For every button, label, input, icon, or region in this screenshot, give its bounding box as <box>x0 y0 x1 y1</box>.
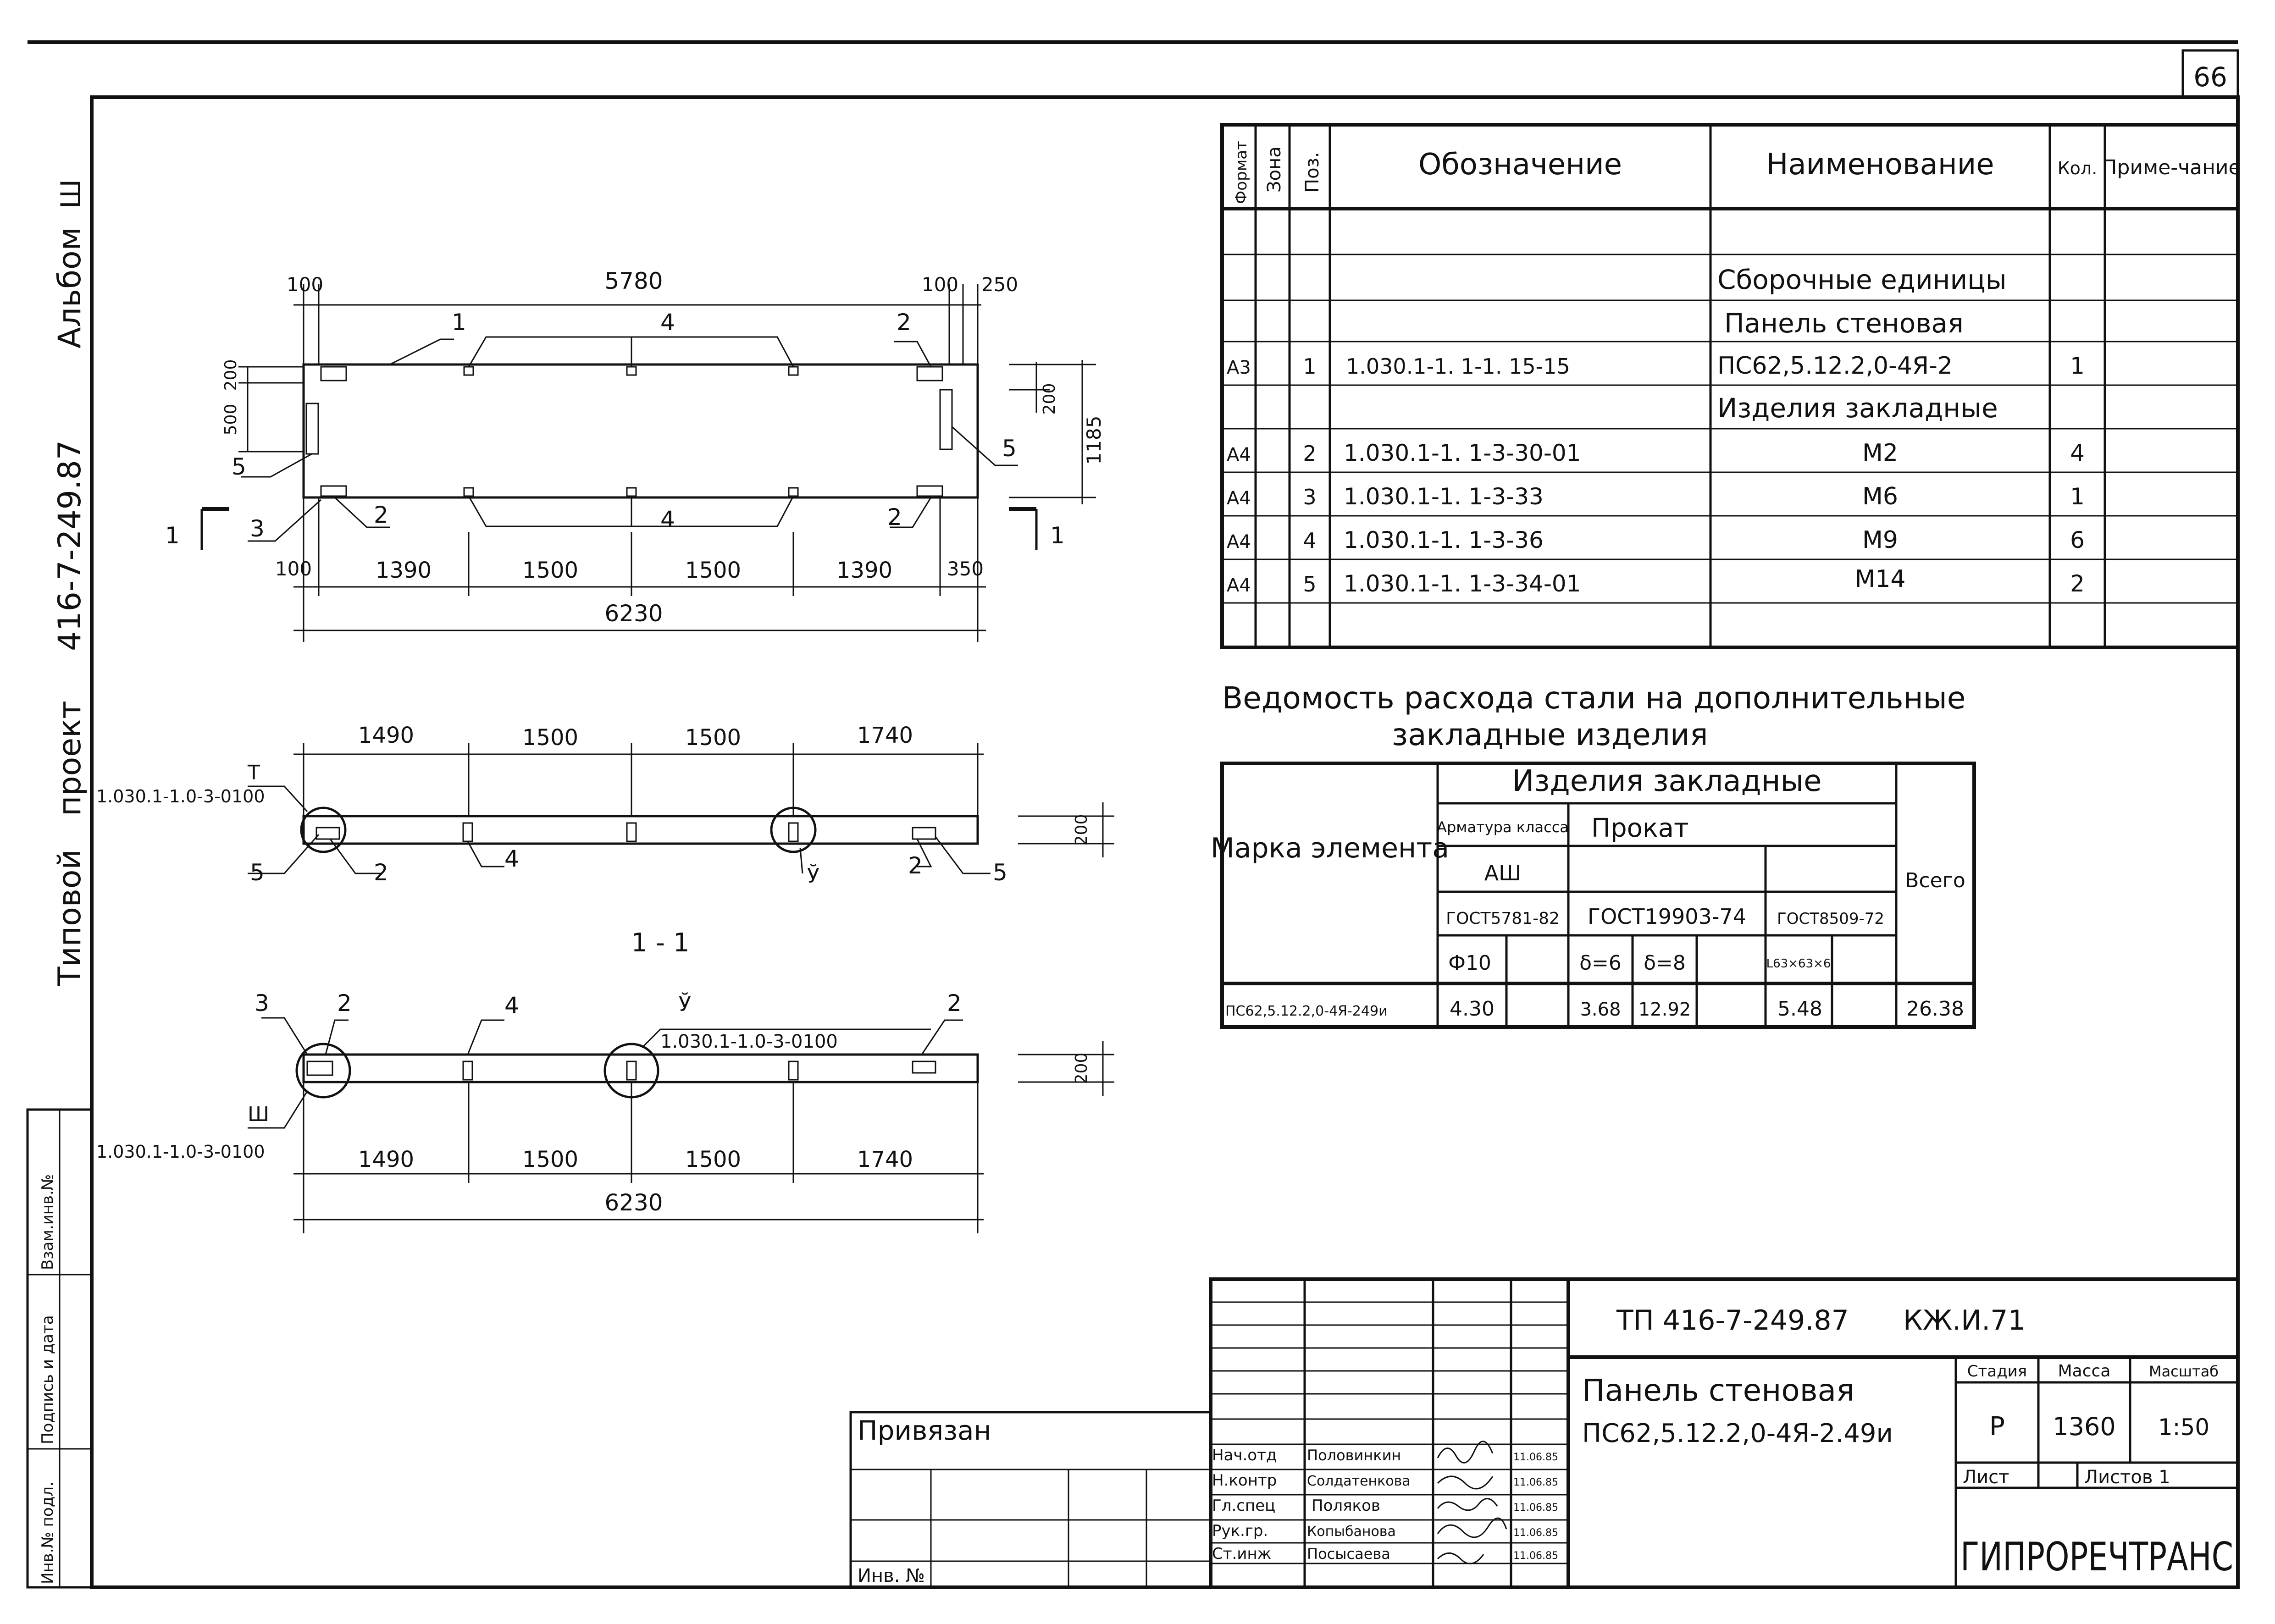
steel-row-v4: 5.48 <box>1777 997 1822 1021</box>
steel-sub-4: L63×63×6 <box>1766 957 1831 971</box>
side-project: проект <box>52 701 88 816</box>
spec-designation: 1.030.1-1. 1-3-30-01 <box>1344 440 1581 466</box>
sect-node2-ref: 1.030.1-1.0-3-0100 <box>660 1031 838 1052</box>
tb-org: ГИПРОРЕЧТРАНС <box>1960 1534 2233 1580</box>
plan-dim-right: 200 <box>1040 383 1059 415</box>
panel-section <box>96 990 1114 1233</box>
elev-callout-5-right: 5 <box>993 859 1007 886</box>
spec-name: Сборочные единицы <box>1717 264 2007 295</box>
sect-dim-height: 200 <box>1072 1052 1091 1084</box>
spec-pos: 2 <box>1303 441 1317 466</box>
sect-dim-4: 1740 <box>857 1147 913 1172</box>
steel-sub-1: Ф10 <box>1448 951 1491 975</box>
plan-callout-1: 1 <box>452 309 466 336</box>
steel-gost3: ГОСТ8509-72 <box>1777 910 1885 928</box>
tb-stage: Р <box>1989 1412 2005 1442</box>
spec-qty: 4 <box>2070 440 2085 466</box>
steel-title-line1: Ведомость расхода стали на дополнительные <box>1222 680 1966 716</box>
steel-title-line2: закладные изделия <box>1392 717 1708 752</box>
plan-dim-bot-2: 1390 <box>375 558 432 583</box>
elev-dim-height: 200 <box>1072 814 1091 846</box>
tb-role-name: Половинкин <box>1307 1447 1401 1464</box>
panel-plan <box>165 268 1105 642</box>
sect-callout-2-right: 2 <box>947 990 962 1016</box>
side-columns <box>28 1110 92 1587</box>
section-title: 1 - 1 <box>631 928 690 958</box>
elev-callout-4: 4 <box>504 845 519 872</box>
plan-callout-5-left: 5 <box>232 453 246 480</box>
sect-callout-2-left: 2 <box>337 990 352 1016</box>
tb-role: Н.контр <box>1212 1471 1277 1490</box>
sect-node2-label: Ў <box>679 993 691 1016</box>
spec-name: М14 <box>1854 565 1906 593</box>
sect-dim-2: 1500 <box>522 1147 579 1172</box>
plan-dim-bot-6: 350 <box>947 558 984 580</box>
spec-format: А4 <box>1227 488 1251 509</box>
plan-callout-5-right: 5 <box>1002 435 1017 462</box>
tb-mass: 1360 <box>2053 1412 2116 1441</box>
plan-section-mark-left: 1 <box>165 522 180 549</box>
elev-node-ref: 1.030.1-1.0-3-0100 <box>96 786 265 806</box>
privyazan-block <box>851 1412 1211 1587</box>
side-inv-label: Инв.№ подл. <box>39 1481 57 1584</box>
side-sign-label: Подпись и дата <box>39 1315 57 1444</box>
steel-row-v2: 3.68 <box>1580 999 1621 1020</box>
title-block <box>1211 1279 2238 1587</box>
elev-dim-2: 1500 <box>522 725 579 751</box>
steel-mark-header <box>1211 832 1449 864</box>
plan-dim-bot-3: 1500 <box>522 558 579 583</box>
plan-dim-left-1: 200 <box>221 359 240 391</box>
hdr-designation: Обозначение <box>1418 148 1622 182</box>
plan-dim-bot-4: 1500 <box>685 558 742 583</box>
steel-table <box>1211 763 1974 1027</box>
sheet-number: 66 <box>2193 61 2227 93</box>
plan-callout-2-br: 2 <box>887 504 902 530</box>
plan-dim-top-1: 100 <box>286 273 324 296</box>
hdr-note: Приме-чание <box>2102 156 2241 179</box>
spec-designation: 1.030.1-1. 1-3-36 <box>1344 527 1544 553</box>
spec-name: Изделия закладные <box>1717 392 1998 424</box>
tb-sheets-label: Листов 1 <box>2084 1467 2170 1488</box>
elev-node2-label: Ў <box>807 864 819 888</box>
spec-format: А4 <box>1227 531 1251 552</box>
spec-name: ПС62,5.12.2,0-4Я-2 <box>1717 352 1953 380</box>
sect-callout-3: 3 <box>255 990 269 1016</box>
side-replace-label: Взам.инв.№ <box>39 1174 57 1270</box>
plan-callout-2-bl: 2 <box>374 502 388 528</box>
elev-dim-1: 1490 <box>358 723 415 748</box>
spec-designation: 1.030.1-1. 1-3-34-01 <box>1344 570 1581 597</box>
elev-callout-5-left: 5 <box>250 859 265 886</box>
tb-role-name: Поляков <box>1312 1497 1380 1515</box>
steel-sub-2: δ=6 <box>1579 951 1622 975</box>
steel-row-v3: 12.92 <box>1638 999 1691 1020</box>
tb-role: Гл.спец <box>1212 1497 1276 1515</box>
tb-role-row <box>1212 1471 1558 1490</box>
plan-dim-left-2: 500 <box>221 403 240 436</box>
spec-designation: 1.030.1-1. 1-3-33 <box>1344 483 1544 510</box>
elev-callout-2-right: 2 <box>908 852 923 879</box>
spec-format: А3 <box>1227 357 1251 378</box>
side-album-num: Ш <box>55 179 87 209</box>
tb-role-name: Посысаева <box>1307 1545 1390 1563</box>
spec-qty: 2 <box>2070 570 2085 597</box>
steel-gost2: ГОСТ19903-74 <box>1588 904 1746 929</box>
spec-name: М2 <box>1862 439 1898 467</box>
tb-sheet-label: Лист <box>1963 1467 2009 1488</box>
tb-role-row <box>1212 1545 1558 1563</box>
elev-callout-2-left: 2 <box>374 859 388 886</box>
spec-row <box>1227 526 2085 554</box>
spec-format: А4 <box>1227 575 1251 596</box>
steel-row-total: 26.38 <box>1906 997 1964 1021</box>
tb-object-line1: Панель стеновая <box>1582 1373 1854 1408</box>
sect-node-label: Ш <box>248 1103 270 1126</box>
signature-2 <box>1438 1476 1493 1489</box>
tb-role-date: 11.06.85 <box>1513 1452 1558 1463</box>
plan-dim-top-2: 5780 <box>604 268 663 294</box>
steel-gost1: ГОСТ5781-82 <box>1446 909 1560 928</box>
elev-dim-3: 1500 <box>685 725 742 751</box>
tb-stage-label: Стадия <box>1967 1362 2027 1381</box>
tb-role: Рук.гр. <box>1212 1522 1268 1540</box>
steel-reinf-header: Арматура класса <box>1437 818 1569 836</box>
hdr-pos: Поз. <box>1302 152 1323 193</box>
steel-mark-header-text: Марка элемента <box>1210 832 1450 864</box>
spec-row <box>1227 352 2085 380</box>
spec-row <box>1724 308 1964 339</box>
signature-4 <box>1438 1518 1506 1537</box>
plan-dim-top-4: 250 <box>981 273 1018 296</box>
steel-rolled-header: Прокат <box>1591 813 1689 843</box>
spec-row <box>1717 264 2007 295</box>
side-album: Альбом <box>52 227 88 348</box>
spec-qty: 6 <box>2070 527 2085 553</box>
spec-row <box>1227 483 2085 510</box>
plan-callout-4-bot: 4 <box>660 506 675 533</box>
tb-role-row <box>1212 1522 1558 1540</box>
spec-row <box>1717 392 1998 424</box>
tb-role-date: 11.06.85 <box>1513 1502 1558 1514</box>
tb-role: Ст.инж <box>1212 1545 1272 1563</box>
plan-section-mark-right: 1 <box>1050 522 1065 549</box>
hdr-zone: Зона <box>1264 146 1285 193</box>
tb-role-date: 11.06.85 <box>1513 1477 1558 1488</box>
spec-name: Панель стеновая <box>1724 308 1964 339</box>
steel-row-v1: 4.30 <box>1450 997 1495 1021</box>
plan-dim-bot-5: 1390 <box>836 558 893 583</box>
elev-dim-4: 1740 <box>857 723 913 748</box>
tb-role: Нач.отд <box>1212 1446 1277 1464</box>
steel-sub-3: δ=8 <box>1644 951 1686 975</box>
tb-role-row <box>1212 1497 1558 1515</box>
sect-callout-4: 4 <box>504 992 519 1019</box>
side-stamp <box>52 179 88 986</box>
plan-callout-2-top: 2 <box>897 309 911 336</box>
plan-dim-overall: 6230 <box>604 600 663 627</box>
spec-designation: 1.030.1-1. 1-1. 15-15 <box>1346 354 1570 379</box>
privyazan-label: Привязан <box>858 1415 991 1446</box>
plan-dim-bot-1: 100 <box>275 558 312 580</box>
steel-class: АШ <box>1484 861 1522 885</box>
panel-elevation <box>96 723 1114 888</box>
spec-name: М9 <box>1862 526 1898 554</box>
spec-pos: 3 <box>1303 485 1317 509</box>
tb-role-row <box>1212 1446 1558 1464</box>
sect-node-ref: 1.030.1-1.0-3-0100 <box>96 1142 265 1162</box>
spec-table <box>1222 125 2241 647</box>
steel-group-header: Изделия закладные <box>1512 764 1822 798</box>
plan-dim-top-3: 100 <box>921 273 959 296</box>
plan-dim-height: 1185 <box>1083 415 1105 465</box>
spec-name: М6 <box>1862 483 1898 510</box>
side-code: 416-7-249.87 <box>52 440 88 651</box>
steel-total-header: Всего <box>1905 869 1965 892</box>
tb-role-name: Солдатенкова <box>1307 1473 1411 1489</box>
elev-node-label: Т <box>248 761 260 784</box>
sect-dim-overall: 6230 <box>604 1189 663 1216</box>
spec-pos: 4 <box>1303 528 1317 553</box>
sect-dim-1: 1490 <box>358 1147 415 1172</box>
tb-code2: КЖ.И.71 <box>1903 1304 2026 1337</box>
steel-row-mark: ПС62,5.12.2,0-4Я-249и <box>1225 1003 1388 1019</box>
tb-role-date: 11.06.85 <box>1513 1527 1558 1539</box>
side-typical: Типовой <box>52 849 88 986</box>
spec-qty: 1 <box>2070 353 2085 379</box>
spec-pos: 5 <box>1303 572 1317 597</box>
tb-code: ТП 416-7-249.87 <box>1616 1304 1849 1337</box>
spec-qty: 1 <box>2070 483 2085 510</box>
signature-5 <box>1438 1553 1483 1564</box>
tb-object-line2: ПС62,5.12.2,0-4Я-2.49и <box>1582 1419 1893 1448</box>
tb-role-name: Копыбанова <box>1307 1524 1396 1540</box>
signature-3 <box>1438 1499 1497 1510</box>
inv-no-label: Инв. № <box>858 1565 925 1586</box>
tb-role-date: 11.06.85 <box>1513 1550 1558 1562</box>
plan-callout-4-top: 4 <box>660 309 675 336</box>
plan-callout-3: 3 <box>250 515 265 542</box>
hdr-format: Формат <box>1232 141 1251 204</box>
hdr-name: Наименование <box>1766 148 1994 182</box>
spec-pos: 1 <box>1303 354 1317 379</box>
tb-mass-label: Масса <box>2058 1362 2111 1381</box>
sect-dim-3: 1500 <box>685 1147 742 1172</box>
spec-row <box>1227 565 2085 597</box>
tb-scale: 1:50 <box>2158 1414 2210 1441</box>
tb-scale-label: Масштаб <box>2148 1363 2219 1380</box>
spec-format: А4 <box>1227 444 1251 465</box>
spec-row <box>1227 439 2085 467</box>
hdr-qty: Кол. <box>2057 158 2098 178</box>
